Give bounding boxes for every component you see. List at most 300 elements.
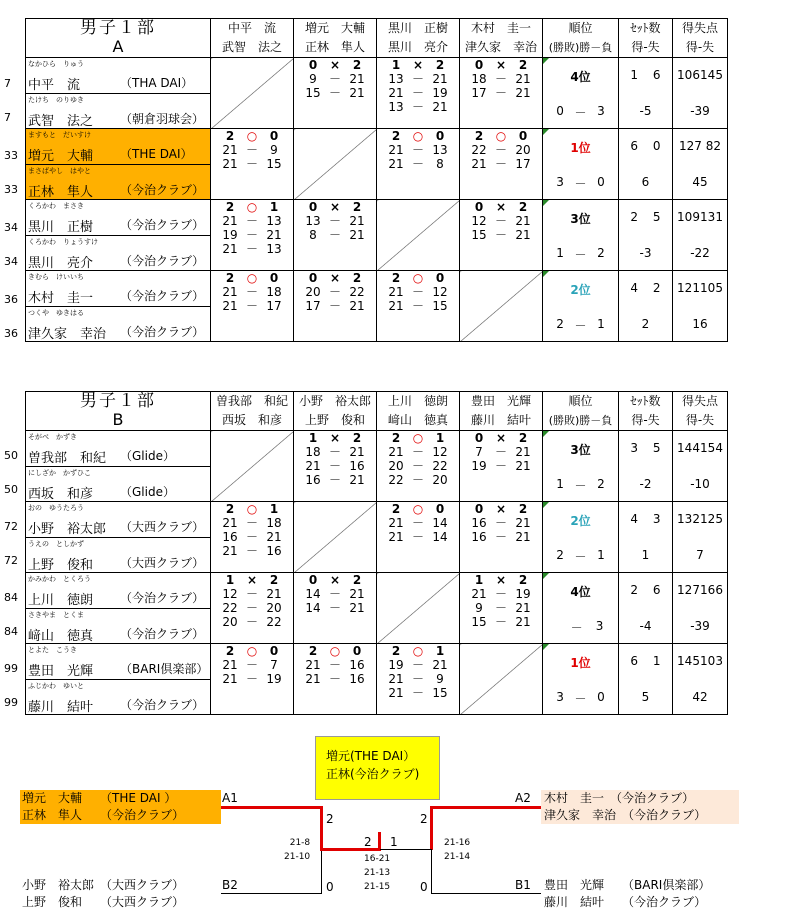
player-club: （今治クラブ） xyxy=(120,218,205,232)
player-1 xyxy=(26,431,210,466)
set-count: 1 xyxy=(474,573,484,587)
game-score-value: 21 xyxy=(222,143,238,157)
game-score-value: 21 xyxy=(222,299,238,313)
rank-cell xyxy=(543,431,619,502)
losses: 1 xyxy=(597,317,605,331)
set-count: 2 xyxy=(225,502,235,516)
table-row xyxy=(26,129,728,200)
points-cell xyxy=(673,129,728,200)
losses: 3 xyxy=(595,619,604,633)
table-row xyxy=(26,271,728,342)
set-count: 1 xyxy=(225,573,235,587)
points-cell xyxy=(673,644,728,715)
point-totals xyxy=(673,139,727,153)
table-row xyxy=(26,431,728,502)
game-score-value: 17 xyxy=(305,299,321,313)
bracket-line xyxy=(430,806,541,809)
set-count: 2 xyxy=(225,129,235,143)
game-score xyxy=(377,157,459,171)
game-score-value: 21 xyxy=(388,86,404,100)
win-loss-dash: － xyxy=(574,479,587,493)
set-header xyxy=(619,19,673,58)
rank-cell xyxy=(543,502,619,573)
set-count: 2 xyxy=(391,644,401,658)
game-score xyxy=(460,601,542,615)
ranking-points-1: 84 xyxy=(4,591,18,604)
ranking-points-2: 99 xyxy=(4,696,18,709)
game-score-value: 14 xyxy=(305,587,321,601)
game-score xyxy=(460,459,542,473)
wins: 2 xyxy=(556,548,564,562)
set-count: 2 xyxy=(518,573,528,587)
sets-lost: 6 xyxy=(652,583,661,597)
ranking-points-1: 50 xyxy=(4,449,18,462)
set-diff: -4 xyxy=(639,619,652,633)
player-2 xyxy=(26,235,210,270)
right-semi-scores xyxy=(444,836,470,864)
points-header xyxy=(673,392,728,431)
player-club: （BARI倶楽部） xyxy=(120,662,209,676)
game-score-value: 21 xyxy=(388,686,404,700)
rank-header xyxy=(543,392,619,431)
result-mark: ○ xyxy=(412,502,424,516)
game-score-value: － xyxy=(411,157,424,171)
self-match-cell xyxy=(460,644,543,715)
set-count: 1 xyxy=(269,200,279,214)
game-score-value: 12 xyxy=(471,214,487,228)
opponent-name-2: 﨑山 徳真 xyxy=(387,413,448,427)
ranking-points-1: 34 xyxy=(4,221,18,234)
game-score xyxy=(460,143,542,157)
rank-cell xyxy=(543,200,619,271)
game-score-value: 21 xyxy=(349,86,365,100)
left-semi-scores xyxy=(284,836,310,864)
game-score-value: 13 xyxy=(432,143,448,157)
match-result xyxy=(377,271,459,285)
bracket-line xyxy=(431,850,432,894)
point-totals xyxy=(673,512,727,526)
player-furigana: くろかわ りょうすけ xyxy=(28,238,98,246)
game-score xyxy=(294,299,376,313)
game-score-value: 21 xyxy=(388,445,404,459)
result-mark: × xyxy=(329,200,341,214)
win-loss xyxy=(543,104,618,121)
league-title xyxy=(26,19,211,58)
set-cell xyxy=(619,431,673,502)
match-cell xyxy=(211,129,294,200)
rank-cell xyxy=(543,644,619,715)
point-diff: -39 xyxy=(690,619,710,633)
game-score-value: 21 xyxy=(515,72,531,86)
set-header xyxy=(619,392,673,431)
game-score xyxy=(377,72,459,86)
point-diff: 7 xyxy=(696,548,704,562)
game-score-value: 21 xyxy=(388,299,404,313)
game-score-value: 13 xyxy=(388,100,404,114)
player-furigana: まさばやし はやと xyxy=(28,167,91,175)
game-score-value: 16 xyxy=(222,530,238,544)
game-score-value: 21 xyxy=(388,143,404,157)
game-score xyxy=(460,615,542,629)
final-score-3: 21-15 xyxy=(364,882,391,892)
cell-marker xyxy=(543,502,549,508)
game-score-value: 16 xyxy=(349,672,365,686)
player-furigana: うえの としかず xyxy=(28,540,84,548)
point-diff: 16 xyxy=(692,317,708,331)
game-score-value: － xyxy=(494,516,507,530)
opponent-header xyxy=(294,392,377,431)
result-mark: ○ xyxy=(412,271,424,285)
points-header xyxy=(673,19,728,58)
player-1 xyxy=(26,129,210,164)
game-score-value: 21 xyxy=(266,587,282,601)
game-score-value: 22 xyxy=(471,143,487,157)
set-count: 2 xyxy=(225,200,235,214)
game-score xyxy=(460,228,542,242)
match-cell xyxy=(377,271,460,342)
match-cell xyxy=(377,644,460,715)
game-score-value: － xyxy=(245,544,258,558)
set-cell xyxy=(619,129,673,200)
points-header-2: 得-失 xyxy=(685,413,715,427)
table-row xyxy=(26,200,728,271)
game-score-value: 21 xyxy=(266,530,282,544)
ranking-points-1: 36 xyxy=(4,293,18,306)
points-lost: 105 xyxy=(700,281,723,295)
opponent-name-2: 西坂 和彦 xyxy=(221,413,282,427)
game-score-value: － xyxy=(328,658,341,672)
set-count: 1 xyxy=(435,644,445,658)
match-result xyxy=(377,502,459,516)
cell-marker xyxy=(543,129,549,135)
result-mark: ○ xyxy=(495,129,507,143)
game-score xyxy=(294,459,376,473)
player-club: （今治クラブ） xyxy=(120,591,205,605)
player-furigana: きむら けいいち xyxy=(28,273,84,281)
final-score-2: 21-13 xyxy=(364,868,391,878)
points-won: 132 xyxy=(677,512,700,526)
game-score-value: 21 xyxy=(266,228,282,242)
match-result xyxy=(211,644,293,658)
game-score-value: 13 xyxy=(266,214,282,228)
match-cell xyxy=(294,200,377,271)
game-score-value: 21 xyxy=(305,658,321,672)
opponent-name-2: 津久家 幸治 xyxy=(464,40,537,54)
set-diff: -5 xyxy=(639,104,652,118)
rank-header xyxy=(543,19,619,58)
game-score-value: － xyxy=(411,143,424,157)
opponent-header xyxy=(460,392,543,431)
game-score-value: 19 xyxy=(222,228,238,242)
game-score-value: － xyxy=(245,157,258,171)
rank-header-2: (勝敗)勝－負 xyxy=(548,414,613,427)
game-score-value: － xyxy=(245,299,258,313)
player-1 xyxy=(26,573,210,608)
set-count: 2 xyxy=(518,200,528,214)
game-score-value: 21 xyxy=(222,157,238,171)
game-score-value: 15 xyxy=(266,157,282,171)
player-1 xyxy=(26,58,210,93)
player-club: （今治クラブ） xyxy=(120,698,205,712)
game-score-value: － xyxy=(411,72,424,86)
game-score-value: 21 xyxy=(432,72,448,86)
opponent-name-1: 曽我部 和紀 xyxy=(215,394,288,408)
game-score-value: － xyxy=(494,445,507,459)
game-score xyxy=(211,587,293,601)
opponent-name-1: 木村 圭一 xyxy=(470,21,531,35)
game-score-value: 20 xyxy=(222,615,238,629)
player-club: （Glide） xyxy=(120,485,175,499)
game-score-value: 21 xyxy=(349,214,365,228)
game-score xyxy=(460,530,542,544)
entry-a2-player1: 木村 圭一 （今治クラブ） xyxy=(544,791,695,805)
set-count: 2 xyxy=(225,644,235,658)
game-score-value: 21 xyxy=(471,157,487,171)
sets-won: 2 xyxy=(630,583,639,597)
game-score-value: － xyxy=(411,100,424,114)
player-2 xyxy=(26,164,210,199)
sets-lost: 3 xyxy=(652,512,661,526)
game-score-value: 17 xyxy=(515,157,531,171)
final-score-1: 16-21 xyxy=(364,854,391,864)
game-score-value: 21 xyxy=(349,601,365,615)
game-score-value: 21 xyxy=(222,544,238,558)
points-cell xyxy=(673,271,728,342)
player-furigana: なかひら りゅう xyxy=(28,60,84,68)
points-cell xyxy=(673,502,728,573)
win-loss xyxy=(543,548,618,565)
player-club: （Glide） xyxy=(120,449,175,463)
game-score xyxy=(211,228,293,242)
set-count: 0 xyxy=(308,200,318,214)
seed-a1: A1 xyxy=(222,791,238,805)
entry-b2-player1: 小野 裕太郎 （大西クラブ） xyxy=(22,878,185,892)
game-score-value: 21 xyxy=(222,672,238,686)
game-score-value: － xyxy=(328,299,341,313)
game-score-value: 21 xyxy=(388,672,404,686)
score-left-top: 2 xyxy=(326,812,334,826)
game-score-value: 15 xyxy=(471,228,487,242)
points-cell xyxy=(673,200,728,271)
game-score xyxy=(211,143,293,157)
points-won: 144 xyxy=(677,441,700,455)
point-diff: -39 xyxy=(690,104,710,118)
game-score-value: 21 xyxy=(515,445,531,459)
match-cell xyxy=(460,200,543,271)
ranking-points-1: 7 xyxy=(4,77,11,90)
point-totals xyxy=(673,441,727,455)
self-match-cell xyxy=(377,573,460,644)
result-mark: × xyxy=(495,58,507,72)
match-cell xyxy=(294,58,377,129)
game-score-value: － xyxy=(328,285,341,299)
game-score-value: 8 xyxy=(436,157,444,171)
game-score-value: － xyxy=(328,672,341,686)
set-count: 0 xyxy=(474,502,484,516)
player-name: 豊田 光輝 xyxy=(28,664,94,679)
game-score-value: － xyxy=(328,72,341,86)
result-mark: × xyxy=(495,431,507,445)
opponent-name-2: 黒川 亮介 xyxy=(387,40,448,54)
set-count: 0 xyxy=(308,271,318,285)
game-score-value: － xyxy=(245,672,258,686)
game-score xyxy=(294,587,376,601)
set-count: 2 xyxy=(391,431,401,445)
player-furigana: そがべ かずき xyxy=(28,433,77,441)
game-score-value: 21 xyxy=(305,459,321,473)
league-title-line2: A xyxy=(112,37,124,56)
game-score-value: 14 xyxy=(432,516,448,530)
self-match-cell xyxy=(377,200,460,271)
game-score-value: － xyxy=(328,445,341,459)
opponent-header xyxy=(377,392,460,431)
points-header-2: 得-失 xyxy=(685,40,715,54)
set-diff: 1 xyxy=(641,548,650,562)
game-score xyxy=(377,473,459,487)
player-name: 﨑山 徳真 xyxy=(28,629,94,644)
set-count: 2 xyxy=(352,431,362,445)
match-cell xyxy=(294,573,377,644)
win-loss-dash: － xyxy=(574,106,587,120)
game-score-value: 21 xyxy=(515,459,531,473)
game-score-value: － xyxy=(245,601,258,615)
self-match-cell xyxy=(460,271,543,342)
result-mark: ○ xyxy=(246,271,258,285)
rank-value: 3位 xyxy=(570,443,591,457)
entry-a2 xyxy=(541,790,739,824)
game-score-value: 22 xyxy=(222,601,238,615)
match-result xyxy=(294,573,376,587)
sets-lost: 6 xyxy=(652,68,661,82)
opponent-name-1: 上川 徳朗 xyxy=(387,394,448,408)
game-score xyxy=(377,285,459,299)
sets-lost: 2 xyxy=(652,281,661,295)
player-club: （大西クラブ） xyxy=(120,520,205,534)
game-score-value: 15 xyxy=(432,686,448,700)
game-score xyxy=(377,459,459,473)
points-cell xyxy=(673,58,728,129)
game-score-value: － xyxy=(494,157,507,171)
game-score-value: 12 xyxy=(222,587,238,601)
opponent-name-2: 上野 俊和 xyxy=(304,413,365,427)
game-score xyxy=(377,516,459,530)
player-club: （今治クラブ） xyxy=(120,289,205,303)
game-score xyxy=(294,285,376,299)
cell-marker xyxy=(543,200,549,206)
match-result xyxy=(460,58,542,72)
player-club: （今治クラブ） xyxy=(120,627,205,641)
ranking-points-2: 84 xyxy=(4,625,18,638)
points-won: 127 xyxy=(678,139,702,153)
game-score-value: 21 xyxy=(515,601,531,615)
game-score-value: 15 xyxy=(432,299,448,313)
game-score xyxy=(377,86,459,100)
match-cell xyxy=(460,502,543,573)
game-score-value: 20 xyxy=(305,285,321,299)
player-furigana: おの ゆうたろう xyxy=(28,504,84,512)
game-score-value: － xyxy=(245,658,258,672)
pair-cell xyxy=(26,573,211,644)
league-title-line1: 男子１部 xyxy=(80,18,156,38)
opponent-name-1: 小野 裕太郎 xyxy=(298,394,371,408)
set-count: 0 xyxy=(308,58,318,72)
player-furigana: たけち のりゆき xyxy=(28,96,84,104)
league-title xyxy=(26,392,211,431)
result-mark: × xyxy=(329,431,341,445)
wins: 1 xyxy=(556,477,564,491)
win-loss-dash: － xyxy=(574,248,587,262)
player-name: 上野 俊和 xyxy=(28,558,94,573)
result-mark: × xyxy=(329,573,341,587)
points-cell xyxy=(673,573,728,644)
set-cell xyxy=(619,271,673,342)
game-score-value: 8 xyxy=(309,228,317,242)
match-cell xyxy=(211,200,294,271)
game-score-value: 13 xyxy=(266,242,282,256)
match-result xyxy=(294,271,376,285)
seed-b2: B2 xyxy=(222,878,238,892)
ranking-points-2: 7 xyxy=(4,111,11,124)
set-cell xyxy=(619,200,673,271)
opponent-name-2: 藤川 結叶 xyxy=(470,413,531,427)
player-1 xyxy=(26,200,210,235)
rank-value: 4位 xyxy=(570,585,591,599)
seed-b1: B1 xyxy=(515,878,531,892)
set-count: 2 xyxy=(225,271,235,285)
set-count: 0 xyxy=(308,573,318,587)
league-table xyxy=(25,391,728,715)
game-score xyxy=(460,516,542,530)
player-name: 津久家 幸治 xyxy=(28,327,107,342)
set-header-2: 得-失 xyxy=(631,40,660,54)
opponent-name-2: 武智 法之 xyxy=(221,40,282,54)
entry-b1-player2: 藤川 結叶 （今治クラブ） xyxy=(544,895,707,909)
game-score xyxy=(211,615,293,629)
game-score xyxy=(211,299,293,313)
game-score-value: 9 xyxy=(436,672,444,686)
points-lost: 82 xyxy=(705,139,722,153)
points-lost: 154 xyxy=(700,441,723,455)
game-score xyxy=(211,285,293,299)
points-won: 145 xyxy=(677,654,700,668)
win-loss-dash: － xyxy=(570,621,583,635)
game-score-value: 17 xyxy=(471,86,487,100)
ranking-points xyxy=(4,281,22,352)
game-score-value: 21 xyxy=(349,299,365,313)
player-club: （大西クラブ） xyxy=(120,556,205,570)
entry-a1-player2: 正林 隼人 （今治クラブ） xyxy=(22,808,185,822)
game-score-value: 20 xyxy=(432,473,448,487)
player-name: 上川 徳朗 xyxy=(28,593,94,608)
game-score-value: 21 xyxy=(222,214,238,228)
table-row xyxy=(26,573,728,644)
player-1 xyxy=(26,644,210,679)
set-diff: 5 xyxy=(641,690,650,704)
ranking-points xyxy=(4,650,22,721)
opponent-header xyxy=(377,19,460,58)
right-semi-score-2: 21-14 xyxy=(444,852,471,862)
game-score-value: － xyxy=(328,473,341,487)
game-score-value: － xyxy=(411,530,424,544)
game-score-value: － xyxy=(328,86,341,100)
table-row xyxy=(26,502,728,573)
bracket-line xyxy=(380,849,432,850)
game-score xyxy=(294,214,376,228)
player-name: 藤川 結叶 xyxy=(28,700,94,715)
player-name: 武智 法之 xyxy=(28,114,94,129)
points-won: 109 xyxy=(677,210,700,224)
sets-lost: 1 xyxy=(652,654,661,668)
